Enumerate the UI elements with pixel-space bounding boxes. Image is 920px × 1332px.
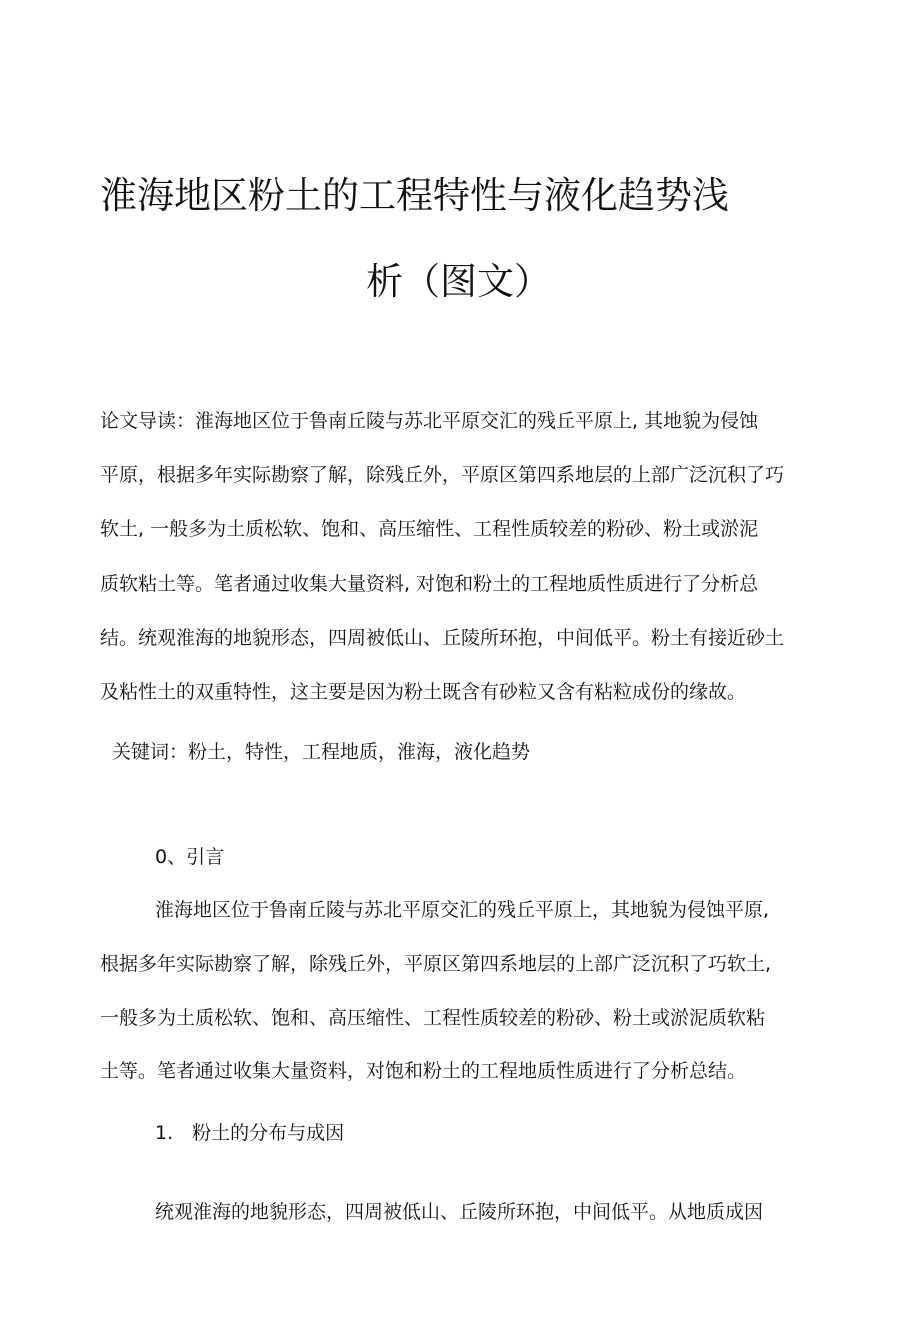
section-1-heading: 1. 粉土的分布与成因 (155, 1122, 345, 1144)
abstract-line: 结。统观淮海的地貌形态，四周被低山、丘陵所环抱，中间低平。粉土有接近砂土 (100, 627, 785, 649)
keywords: 关键词：粉土，特性，工程地质，淮海，液化趋势 (112, 741, 531, 763)
abstract-line: 平原，根据多年实际勘察了解，除残丘外，平原区第四系地层的上部广泛沉积了巧 (100, 464, 785, 486)
section-0-heading: 0、引言 (155, 846, 225, 868)
abstract-line: 质软粘土等。笔者通过收集大量资料, 对饱和粉土的工程地质性质进行了分析总 (100, 573, 759, 595)
document-title-line-2: 析（图文） (366, 260, 551, 303)
section-0-paragraph-line: 土等。笔者通过收集大量资料，对饱和粉土的工程地质性质进行了分析总结。 (100, 1060, 747, 1082)
section-0-paragraph-line: 一般多为土质松软、饱和、高压缩性、工程性质较差的粉砂、粉土或淤泥质软粘 (100, 1007, 766, 1029)
section-1-paragraph-line: 统观淮海的地貌形态，四周被低山、丘陵所环抱，中间低平。从地质成因 (155, 1201, 764, 1223)
section-0-paragraph-line: 根据多年实际勘察了解，除残丘外，平原区第四系地层的上部广泛沉积了巧软土, (100, 953, 772, 975)
abstract-line: 软土, 一般多为土质松软、饱和、高压缩性、工程性质较差的粉砂、粉土或淤泥 (100, 518, 759, 540)
abstract-line: 及粘性土的双重特性，这主要是因为粉土既含有砂粒又含有粘粒成份的缘故。 (100, 681, 747, 703)
section-0-paragraph-line: 淮海地区位于鲁南丘陵与苏北平原交汇的残丘平原上，其地貌为侵蚀平原, (155, 899, 770, 921)
document-title-line-1: 淮海地区粉土的工程特性与液化趋势浅 (100, 174, 729, 217)
abstract-line: 论文导读：淮海地区位于鲁南丘陵与苏北平原交汇的残丘平原上, 其地貌为侵蚀 (100, 410, 759, 432)
